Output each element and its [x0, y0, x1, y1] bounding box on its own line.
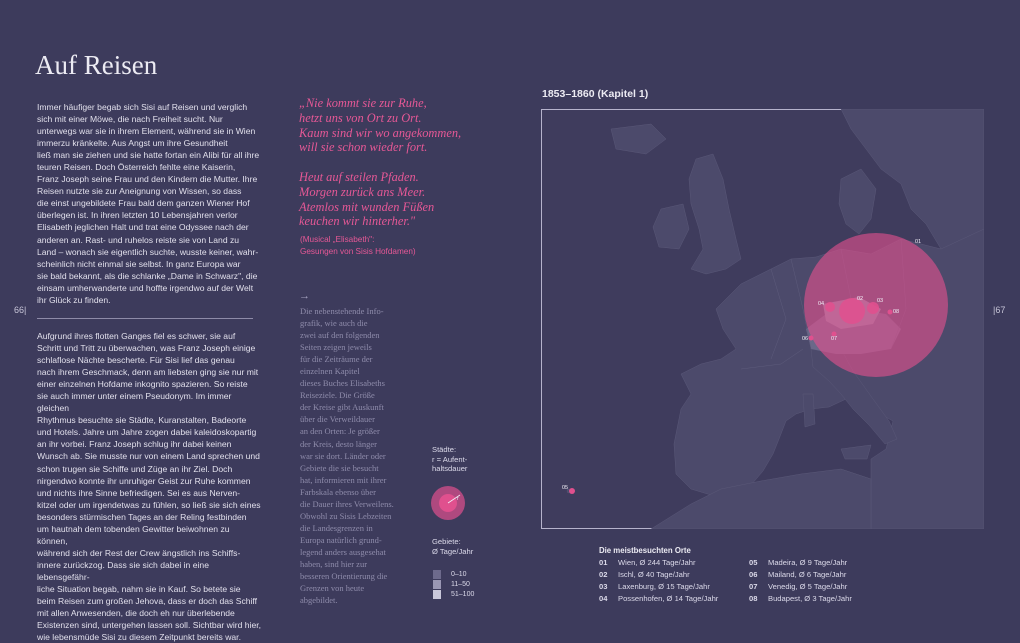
map-label-03: 03: [877, 298, 884, 304]
legend-range-51-100: 51–100: [451, 591, 475, 598]
city-circle-mailand: [809, 336, 814, 341]
list-item: 02 Ischl, Ø 40 Tage/Jahr: [599, 570, 690, 579]
map-label-08: 08: [893, 309, 900, 315]
list-item: 06 Mailand, Ø 6 Tage/Jahr: [749, 570, 847, 579]
legend-range-0-10: 0–10: [451, 571, 467, 578]
most-visited-title: Die meistbesuchten Orte: [599, 546, 691, 555]
infographic-explanation: Die nebenstehende Info- grafik, wie auch die zwei auf den folgenden Seiten zeigen jeweils für die Zeiträume der einzelnen Kapitel dieses Buches Elisabeths Reiseziele. Die Größe der Kreise gibt Auskunft über die Verweildauer an den Orten: Je größer der Kreis, desto länger war sie dort. Länder oder Gebiete die sie besucht hat, informieren mit ihrer Farbskala ebenso über die Dauer ihres Verweilens. Obwohl zu Sisis Lebzeiten die Landesgrenzen in Europa natürlich grund- legend anders ausgesehat haben, sind hier zur besseren Orientierung die Grenzen von heute abgebildet.: [300, 306, 394, 606]
map-label-05: 05: [562, 485, 569, 491]
quote-source: (Musical „Elisabeth": Gesungen von Sisis Hofdamen): [300, 235, 416, 256]
paragraph-divider: [37, 318, 253, 319]
page-number-right: |67: [993, 305, 1006, 315]
city-circle-possenhofen: [825, 302, 835, 312]
legend-swatch-0-10: [433, 570, 441, 579]
arrow-right-icon: →: [299, 290, 310, 302]
list-item: 04 Possenhofen, Ø 14 Tage/Jahr: [599, 594, 719, 603]
list-item: 01 Wien, Ø 244 Tage/Jahr: [599, 558, 696, 567]
map-title: 1853–1860 (Kapitel 1): [542, 88, 649, 100]
legend-swatch-11-50: [433, 580, 441, 589]
map-label-02: 02: [857, 296, 864, 302]
legend-circle-graphic: [430, 483, 470, 523]
map-label-01: 01: [915, 239, 922, 245]
body-paragraph-1: Immer häufiger begab sich Sisi auf Reisen und verglich sich mit einer Möwe, die nach Freiheit sucht. Nur unterwegs war sie in ihrem Element, während sie in Wien immerzu kränkelte. Aus Angst um ihre Gesundheit ließ man sie ziehen und sie hatte fortan ein Alibi für all ihre teuren Reisen. Doch Österreich fehlte eine Kaiserin, Franz Joseph seine Frau und den Kindern die Mutter. Ihre Reisen nutzte sie zur Aneignung von Wissen, so dass die einst ungebildete Frau bald dem ganzen Wiener Hof überlegen ist. In ihren letzten 10 Lebensjahren verlor Elisabeth jeglichen Halt und trat eine Odyssee nach der anderen an. Rast- und ruhelos reiste sie von Land zu Land – wonach sie eigentlich suchte, wusste keiner, wahr- scheinlich nicht einmal sie selbst. In ganz Europa war sie bald bekannt, als die schlanke „Dame in Schwarz", die einsam umherwanderte und hoffte irgendwo auf der Welt ihr Glück zu finden.: [37, 102, 260, 305]
list-item: 08 Budapest, Ø 3 Tage/Jahr: [749, 594, 852, 603]
map-svg: [541, 109, 984, 529]
city-circle-budapest: [888, 310, 893, 315]
map-label-06: 06: [802, 336, 809, 342]
legend-cities-label: Städte: r = Aufent- haltsdauer: [432, 445, 468, 474]
body-paragraph-2: Aufgrund ihres flotten Ganges fiel es schwer, sie auf Schritt und Tritt zu überwachen, was Franz Joseph einige schlaflose Nächte bescherte. Für Sisi lief das genau nach ihrem Geschmack, denn am liebsten ging sie nur mit einer einzelnen Hofdame inkognito spazieren. So reiste sie auch immer unter einem Pseudonym. Im immer gleichen Rhythmus besuchte sie Städte, Kuranstalten, Badeorte und Hotels. Jahre um Jahre zogen dabei kaleidoskopartig an ihr vorbei. Franz Joseph schlug ihr dabei keinen Wunsch ab. Sie musste nur von einem Land sprechen und schon trugen sie Schiffe und Züge an ihr Ziel. Doch nirgendwo konnte ihr unruhiger Geist zur Ruhe kommen und nichts ihre Sinne befriedigen. Sei es aus Nerven- kitzel oder um irgendetwas zu fühlen, so ließ sie sich eines besonders stürmischen Tages an der Reling festbinden um hautnah dem tobenden Gewitter beiwohnen zu können, während sich der Rest der Crew ängstlich ins Schiffs- innere zurückzog. Dass sie sich dabei in eine lebensgefähr- liche Situation begab, nahm sie in Kauf. So betete sie beim Reisen zum großen Jehova, dass er doch das Schiff mit allen Anwesenden, die doch eh nur überlebende Existenzen sind, untergehen lassen soll. Sichtbar wird hier, wie lebensmüde Sisi zu diesem Zeitpunkt bereits war.: [37, 331, 262, 643]
europe-travel-map: [541, 109, 984, 529]
city-circle-madeira: [569, 488, 575, 494]
map-label-04: 04: [818, 301, 825, 307]
list-item: 03 Laxenburg, Ø 15 Tage/Jahr: [599, 582, 710, 591]
page-title: Auf Reisen: [35, 50, 158, 80]
legend-swatch-51-100: [433, 590, 441, 599]
legend-range-11-50: 11–50: [451, 581, 470, 588]
list-item: 05 Madeira, Ø 9 Tage/Jahr: [749, 558, 848, 567]
map-label-07: 07: [831, 336, 838, 342]
svg-text:r: r: [457, 496, 459, 502]
list-item: 07 Venedig, Ø 5 Tage/Jahr: [749, 582, 848, 591]
page-number-left: 66|: [14, 305, 27, 315]
quote-stanza-2: Heut auf steilen Pfaden. Morgen zurück ans Meer. Atemlos mit wunden Füßen keuchen wir hinterher.": [299, 170, 435, 229]
legend-areas-label: Gebiete: Ø Tage/Jahr: [432, 537, 474, 556]
quote-stanza-1: „Nie kommt sie zur Ruhe, hetzt uns von Ort zu Ort. Kaum sind wir wo angekommen, will sie schon wieder fort.: [299, 96, 462, 155]
